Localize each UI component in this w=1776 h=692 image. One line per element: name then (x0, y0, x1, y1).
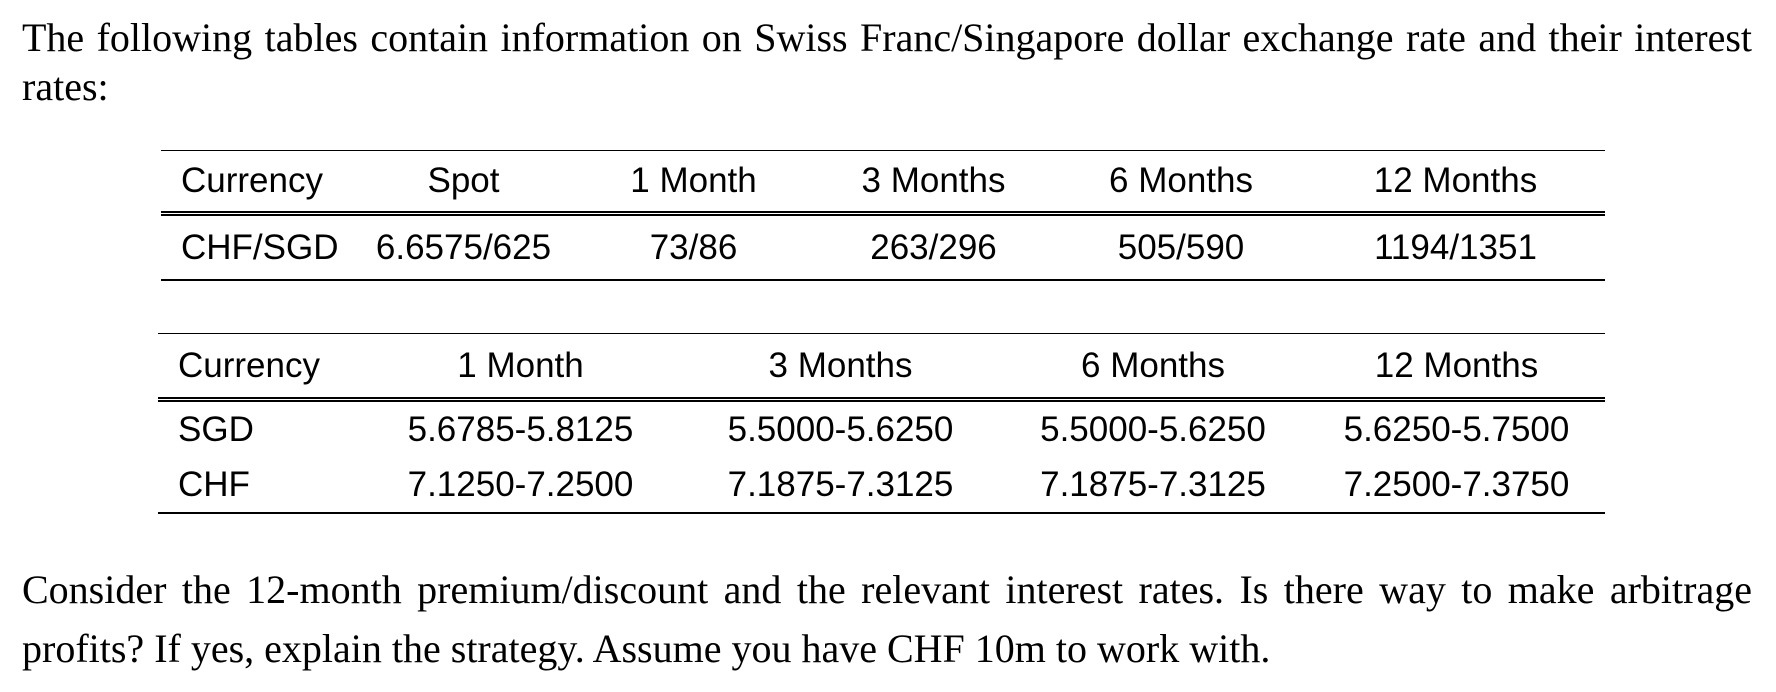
table-cell: CHF/SGD (181, 227, 339, 267)
table-cell: CHF (178, 464, 250, 504)
table-cell: 505/590 (1117, 227, 1245, 267)
table-cell: 73/86 (649, 227, 738, 267)
column-header: 12 Months (1306, 151, 1605, 214)
table-cell: 7.1875-7.3125 (727, 464, 954, 504)
table-cell: 5.5000-5.6250 (1040, 409, 1266, 449)
interest-table-header-row (158, 334, 1605, 400)
table-cell: 6.6575/625 (375, 227, 552, 267)
column-header: 12 Months (1308, 334, 1605, 400)
column-header: 6 Months (998, 334, 1308, 400)
table-cell: 7.1875-7.3125 (1040, 464, 1266, 504)
table-cell: 5.6250-5.7500 (1343, 409, 1570, 449)
interest-rate-table (158, 333, 1605, 514)
table-row (158, 400, 1605, 458)
question-paragraph: Consider the 12-month premium/discount and the relevant interest rates. Is there way to make arbitrage profits? If yes, explain the strategy. Assume you have CHF 10m to work with. (22, 567, 1752, 671)
column-header: 6 Months (1056, 151, 1306, 214)
table-cell: 7.2500-7.3750 (1343, 464, 1570, 504)
column-header: 1 Month (576, 151, 811, 214)
column-header: Currency (158, 334, 358, 400)
table-cell: 7.1250-7.2500 (407, 464, 634, 504)
exchange-rate-table (161, 150, 1605, 281)
exchange-table-header-row (161, 151, 1605, 214)
table-cell: 263/296 (870, 227, 997, 267)
column-header: Currency (161, 151, 351, 214)
table-cell: SGD (178, 409, 254, 449)
column-header: 1 Month (358, 334, 683, 400)
table-cell: 5.5000-5.6250 (727, 409, 954, 449)
table-row (161, 214, 1605, 281)
table-cell: 5.6785-5.8125 (407, 409, 634, 449)
column-header: Spot (351, 151, 576, 214)
table-row (158, 457, 1605, 513)
table-cell: 1194/1351 (1374, 227, 1537, 267)
intro-paragraph: The following tables contain information on Swiss Franc/Singapore dollar exchange rate and their interest rates: (22, 15, 1752, 109)
column-header: 3 Months (683, 334, 998, 400)
column-header: 3 Months (811, 151, 1056, 214)
